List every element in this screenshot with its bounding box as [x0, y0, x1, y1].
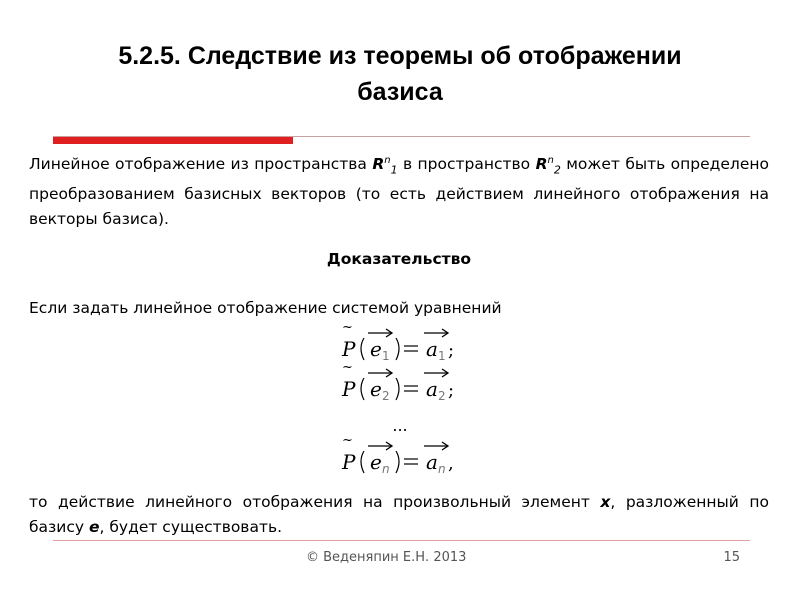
title-line-2: базиса: [357, 78, 443, 106]
tilde-mark: ~: [342, 320, 353, 335]
basis-index: 1: [382, 349, 390, 363]
basis-e: e: [89, 518, 100, 536]
equation-n: [320, 433, 480, 477]
space-r2-sub: 2: [553, 163, 561, 177]
ellipsis: ...: [392, 416, 408, 435]
space-r1-sup: n: [384, 155, 391, 166]
title-rule-thick: [53, 137, 293, 144]
operator-p: P: [342, 450, 356, 474]
space-r2-sup: n: [547, 155, 554, 166]
tilde-mark: ~: [342, 433, 353, 448]
basis-index: 2: [382, 389, 390, 403]
operator-p: P: [342, 377, 356, 401]
space-r1-sub: 1: [390, 163, 398, 177]
page-number: 15: [723, 550, 740, 565]
tilde-mark: ~: [342, 360, 353, 375]
statement-text-a: Линейное отображение из пространства: [29, 155, 373, 174]
basis-vector-e: e: [370, 337, 382, 361]
conclusion-text-b: , разложенный по базису: [29, 493, 769, 536]
operator-p: P: [342, 337, 356, 361]
proof-heading: Доказательство: [326, 250, 472, 268]
title-underline: [53, 136, 750, 144]
intro-sentence: Если задать линейное отображение системой уравнений: [29, 299, 502, 317]
conclusion-text-c: , будет существовать.: [99, 518, 283, 536]
element-x: x: [600, 493, 611, 511]
space-r2-symbol: R: [535, 155, 548, 174]
basis-index: n: [382, 462, 390, 476]
equation-1: [320, 320, 480, 364]
statement-text-c: может быть определено преобразованием базисных векторов (то есть действием линейного отображения на векторы базиса).: [29, 155, 769, 229]
footer-divider: [53, 540, 750, 541]
slide-title: [60, 38, 740, 110]
image-index: 2: [438, 389, 446, 403]
equation-terminator: ;: [448, 340, 455, 361]
statement-paragraph: [29, 148, 769, 232]
title-line-1: 5.2.5. Следствие из теоремы об отображении: [118, 42, 682, 70]
conclusion-text-a: то действие линейного отображения на произвольный элемент: [29, 493, 601, 511]
footer-copyright: © Веденяпин Е.Н. 2013: [306, 550, 467, 565]
image-index: 1: [438, 349, 446, 363]
conclusion-paragraph: [29, 490, 769, 540]
basis-vector-e: e: [370, 450, 382, 474]
equation-terminator: ,: [448, 453, 454, 474]
basis-vector-e: e: [370, 377, 382, 401]
image-vector-a: a: [426, 377, 438, 401]
space-r1-symbol: R: [372, 155, 385, 174]
equation-2: [320, 360, 480, 404]
statement-text-b: в пространство: [397, 155, 536, 174]
image-index: n: [438, 462, 446, 476]
image-vector-a: a: [426, 450, 438, 474]
image-vector-a: a: [426, 337, 438, 361]
equation-terminator: ;: [448, 380, 455, 401]
